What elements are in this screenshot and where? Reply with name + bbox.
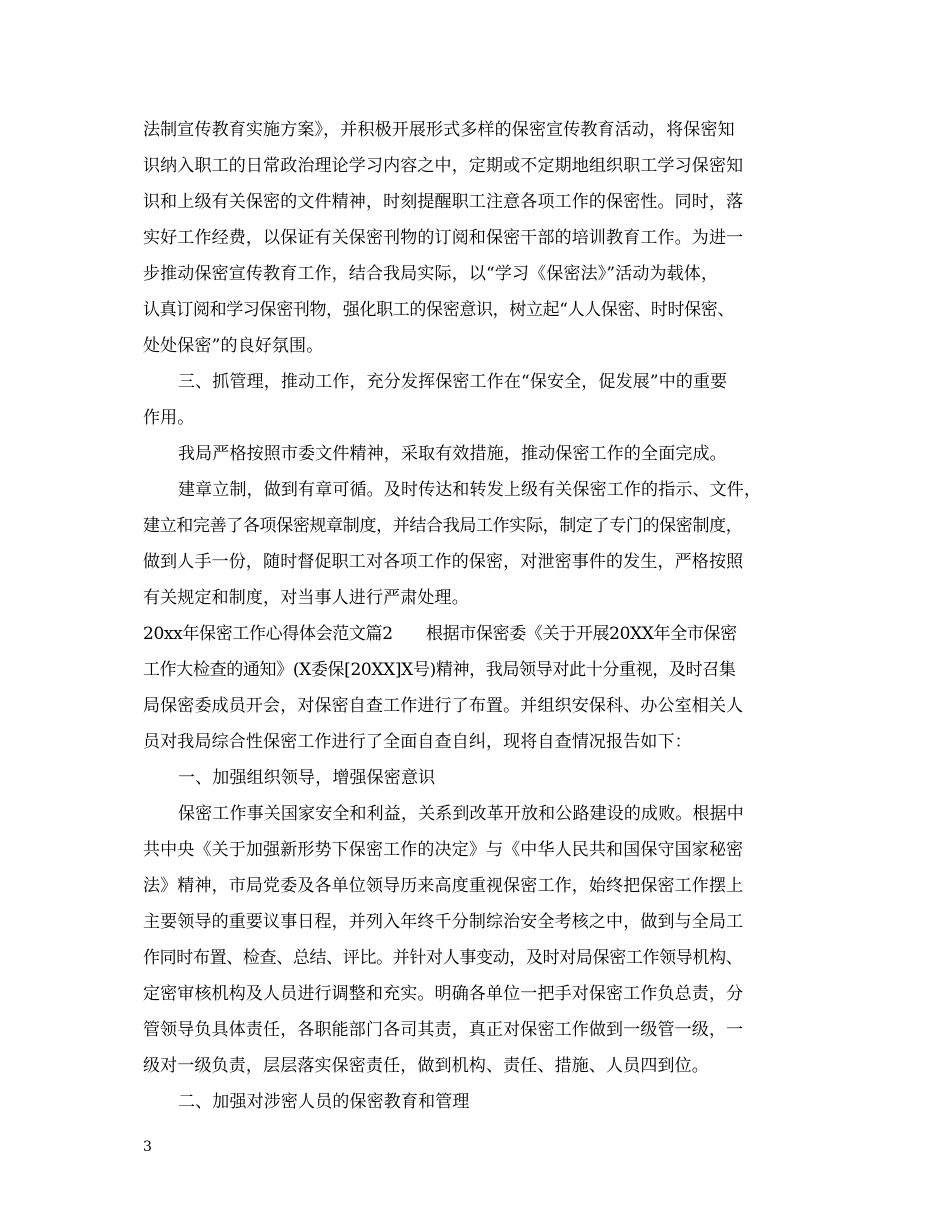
- paragraph-line: 做到人手一份，随时督促职工对各项工作的保密，对泄密事件的发生，严格按照: [143, 552, 744, 572]
- section-heading: 二、加强对涉密人员的保密教育和管理: [178, 1092, 470, 1112]
- paragraph-line: 作同时布置、检查、总结、评比。并针对人事变动，及时对局保密工作领导机构、: [143, 948, 743, 968]
- paragraph-line: 处处保密”的良好氛围。: [143, 336, 324, 356]
- section-heading-continuation: 作用。: [143, 408, 195, 428]
- paragraph-line: 法》精神，市局党委及各单位领导历来高度重视保密工作，始终把保密工作摆上: [143, 876, 744, 896]
- paragraph-line: 有关规定和制度，对当事人进行严肃处理。: [143, 588, 469, 608]
- paragraph-line: 保密工作事关国家安全和利益，关系到改革开放和公路建设的成败。根据中: [178, 804, 744, 824]
- paragraph-line: 级对一级负责，层层落实保密责任，做到机构、责任、措施、人员四到位。: [143, 1056, 709, 1076]
- paragraph-line: 认真订阅和学习保密刊物，强化职工的保密意识，树立起“人人保密、时时保密、: [143, 300, 735, 320]
- paragraph-line: 定密审核机构及人员进行调整和充实。明确各单位一把手对保密工作负总责，分: [143, 984, 744, 1004]
- paragraph-line: 工作大检查的通知》(X委保[20XX]X号)精神，我局领导对此十分重视，及时召集: [143, 660, 736, 680]
- paragraph-line: 管领导负具体责任，各职能部门各司其责，真正对保密工作做到一级管一级，一: [143, 1020, 744, 1040]
- paragraph-line: 实好工作经费，以保证有关保密刊物的订阅和保密干部的培训教育工作。为进一: [143, 228, 744, 248]
- paragraph-line: 局保密委成员开会，对保密自查工作进行了布置。并组织安保科、办公室相关人: [143, 696, 744, 716]
- article-title-line: 20xx年保密工作心得体会范文篇2 根据市保密委《关于开展20XX年全市保密: [143, 624, 737, 644]
- paragraph-line: 法制宣传教育实施方案》，并积极开展形式多样的保密宣传教育活动，将保密知: [143, 120, 735, 140]
- paragraph-line: 员对我局综合性保密工作进行了全面自查自纠，现将自查情况报告如下：: [143, 732, 692, 752]
- paragraph-line: 建立和完善了各项保密规章制度，并结合我局工作实际，制定了专门的保密制度，: [143, 516, 743, 536]
- section-heading: 一、加强组织领导，增强保密意识: [178, 768, 436, 788]
- paragraph-line: 主要领导的重要议事日程，并列入年终千分制综治安全考核之中，做到与全局工: [143, 912, 744, 932]
- paragraph-line: 识纳入职工的日常政治理论学习内容之中，定期或不定期地组织职工学习保密知: [143, 156, 744, 176]
- document-body: [143, 112, 813, 1120]
- paragraph-line: 建章立制，做到有章可循。及时传达和转发上级有关保密工作的指示、文件，: [178, 480, 762, 500]
- page-number: 3: [143, 1139, 152, 1155]
- section-heading: 三、抓管理，推动工作，充分发挥保密工作在“保安全，促发展”中的重要: [178, 372, 728, 392]
- paragraph-line: 我局严格按照市委文件精神，采取有效措施，推动保密工作的全面完成。: [178, 444, 727, 464]
- paragraph-line: 共中央《关于加强新形势下保密工作的决定》与《中华人民共和国保守国家秘密: [143, 840, 744, 860]
- paragraph-line: 步推动保密宣传教育工作，结合我局实际，以“学习《保密法》”活动为载体，: [143, 264, 719, 284]
- paragraph-line: 识和上级有关保密的文件精神，时刻提醒职工注意各项工作的保密性。同时，落: [143, 192, 744, 212]
